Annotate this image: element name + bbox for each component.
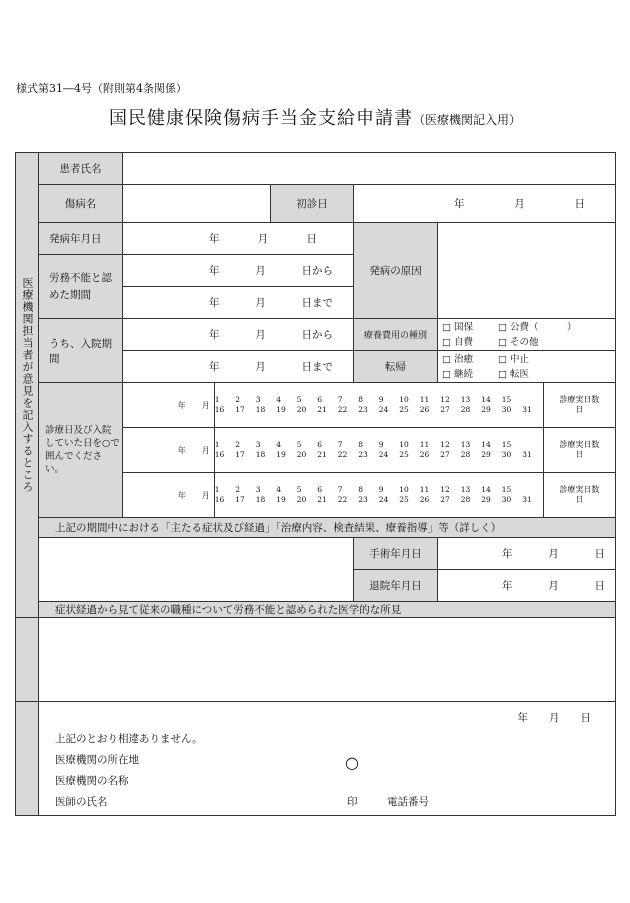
- visit-days-note: 診療日及び入院していた日を○で囲んでください。: [39, 383, 123, 518]
- day-number[interactable]: 27: [440, 495, 450, 504]
- day-number[interactable]: 30: [501, 495, 512, 504]
- day-number[interactable]: 14: [481, 485, 491, 494]
- actual-days-1[interactable]: 診療実日数 日: [543, 383, 615, 427]
- day-number[interactable]: 10: [399, 395, 409, 404]
- incapacity-to[interactable]: 年 月 日まで: [123, 287, 354, 319]
- day-number[interactable]: 17: [235, 450, 245, 459]
- day-number[interactable]: 13: [460, 440, 471, 449]
- day-number[interactable]: 13: [460, 485, 471, 494]
- day-number[interactable]: 27: [440, 405, 450, 414]
- day-number[interactable]: 22: [337, 450, 348, 459]
- day-number[interactable]: 28: [460, 405, 471, 414]
- day-number[interactable]: 6: [317, 485, 323, 494]
- day-number[interactable]: 20: [296, 450, 307, 459]
- day-number[interactable]: 7: [337, 440, 343, 449]
- discharge-date-field[interactable]: 年 月 日: [438, 570, 616, 602]
- day-number[interactable]: 11: [419, 395, 430, 404]
- day-number[interactable]: 25: [399, 495, 409, 504]
- day-number[interactable]: 19: [276, 405, 286, 414]
- day-number[interactable]: 13: [460, 395, 471, 404]
- day-number[interactable]: 21: [317, 450, 327, 459]
- day-number[interactable]: 11: [419, 485, 430, 494]
- day-number[interactable]: 25: [399, 405, 409, 414]
- day-number[interactable]: 23: [358, 405, 368, 414]
- day-number[interactable]: 31: [522, 495, 532, 504]
- day-number[interactable]: 1: [214, 395, 220, 404]
- day-number[interactable]: 2: [235, 485, 241, 494]
- day-number[interactable]: 9: [378, 395, 384, 404]
- surgery-date-label: 手術年月日: [354, 538, 438, 570]
- incapacity-from[interactable]: 年 月 日から: [123, 255, 354, 287]
- day-number[interactable]: 30: [501, 405, 512, 414]
- title-note: （医療機関記入用）: [412, 113, 521, 127]
- day-number[interactable]: 7: [337, 395, 343, 404]
- day-number[interactable]: 10: [399, 440, 409, 449]
- day-number[interactable]: 20: [296, 495, 307, 504]
- day-number[interactable]: 5: [296, 440, 302, 449]
- day-grid-3[interactable]: [214, 473, 543, 517]
- day-number[interactable]: 30: [501, 450, 512, 459]
- patient-name-label: 患者氏名: [39, 153, 123, 185]
- title-main: 国民健康保険傷病手当金支給申請書: [108, 108, 413, 129]
- day-number[interactable]: 19: [276, 495, 286, 504]
- footer-address-label: 医療機関の所在地: [55, 754, 139, 766]
- day-number[interactable]: 16: [214, 405, 225, 414]
- month-2[interactable]: 年 月: [177, 445, 210, 455]
- symptoms-header: 上記の期間中における「主たる症状及び経過」「治療内容、検査結果、療養指導」等（詳しく）: [39, 518, 616, 538]
- side-label: 医療機関担当者が意見を記入するところ: [16, 153, 39, 618]
- day-number[interactable]: 5: [296, 395, 302, 404]
- side-label-cont2: [16, 702, 39, 816]
- day-number[interactable]: 31: [522, 450, 532, 459]
- surgery-date-field[interactable]: 年 月 日: [438, 538, 616, 570]
- form-number: 様式第31―4号（附則第4条関係）: [16, 82, 187, 95]
- cause-label: 発病の原因: [354, 223, 438, 319]
- day-number[interactable]: 18: [255, 495, 266, 504]
- signature-block: [39, 702, 616, 816]
- disease-name-field[interactable]: [123, 185, 271, 223]
- seal-label: 印: [347, 796, 358, 808]
- discharge-date-label: 退院年月日: [354, 570, 438, 602]
- day-grid-2[interactable]: [214, 428, 543, 472]
- day-number[interactable]: 22: [337, 405, 348, 414]
- day-number[interactable]: 16: [214, 495, 225, 504]
- day-number[interactable]: 3: [255, 395, 261, 404]
- day-number[interactable]: 24: [378, 405, 389, 414]
- day-number[interactable]: 1: [214, 485, 220, 494]
- day-number[interactable]: 8: [358, 440, 364, 449]
- expense-options[interactable]: □ 国保 □ 公費（ ） □ 自費 □ その他: [438, 319, 616, 351]
- day-number[interactable]: 29: [481, 495, 491, 504]
- outcome-label: 転帰: [354, 351, 438, 383]
- day-number[interactable]: 16: [214, 450, 225, 459]
- day-number[interactable]: 12: [440, 395, 450, 404]
- day-number[interactable]: 9: [378, 440, 384, 449]
- hospital-to[interactable]: 年 月 日まで: [123, 351, 354, 383]
- day-number[interactable]: 22: [337, 495, 348, 504]
- day-number[interactable]: 5: [296, 485, 302, 494]
- hospitalization-label: うち、入院期間: [39, 319, 123, 383]
- day-number[interactable]: 6: [317, 395, 323, 404]
- day-number[interactable]: 15: [501, 395, 512, 404]
- day-number[interactable]: 17: [235, 405, 245, 414]
- first-visit-field[interactable]: 年 月 日: [354, 185, 616, 223]
- hospital-from[interactable]: 年 月 日から: [123, 319, 354, 351]
- day-number[interactable]: 2: [235, 395, 241, 404]
- day-number[interactable]: 21: [317, 405, 327, 414]
- day-number[interactable]: 18: [255, 405, 266, 414]
- cause-field[interactable]: [438, 223, 616, 319]
- symptoms-field[interactable]: [39, 538, 354, 602]
- opinion-field[interactable]: [39, 618, 616, 702]
- day-number[interactable]: 19: [276, 450, 286, 459]
- expense-type-label: 療養費用の種別: [354, 319, 438, 351]
- footer-institution-label: 医療機関の名称: [55, 775, 129, 787]
- day-number[interactable]: 2: [235, 440, 241, 449]
- application-form: [15, 152, 616, 816]
- onset-date-label: 発病年月日: [39, 223, 123, 255]
- day-number[interactable]: 28: [460, 450, 471, 459]
- day-number[interactable]: 15: [501, 440, 512, 449]
- day-number[interactable]: 4: [276, 395, 282, 404]
- actual-days-2[interactable]: 診療実日数 日: [543, 428, 615, 472]
- onset-date-field[interactable]: 年 月 日: [123, 223, 354, 255]
- day-number[interactable]: 4: [276, 485, 282, 494]
- day-number[interactable]: 12: [440, 485, 450, 494]
- footer-statement: 上記のとおり相違ありません。: [55, 733, 203, 745]
- month-3[interactable]: 年 月: [177, 490, 210, 500]
- day-number[interactable]: 24: [378, 450, 389, 459]
- page-title: [0, 104, 630, 130]
- opinion-header: 症状経過から見て従来の職種について労務不能と認められた医学的な所見: [39, 602, 616, 618]
- day-number[interactable]: 12: [440, 440, 450, 449]
- day-number[interactable]: 29: [481, 450, 491, 459]
- day-number[interactable]: 11: [419, 440, 430, 449]
- day-number[interactable]: 14: [481, 440, 491, 449]
- first-visit-label: 初診日: [271, 185, 354, 223]
- patient-name-field[interactable]: [123, 153, 616, 185]
- day-number[interactable]: 21: [317, 495, 327, 504]
- outcome-options[interactable]: □ 治癒 □ 中止 □ 継続 □ 転医: [438, 351, 616, 383]
- day-number[interactable]: 25: [399, 450, 409, 459]
- footer-date: 年 月 日: [517, 712, 591, 724]
- day-number[interactable]: 17: [235, 495, 245, 504]
- disease-name-label: 傷病名: [39, 185, 123, 223]
- footer-doctor-label: 医師の氏名: [55, 796, 108, 808]
- day-grid-1[interactable]: [214, 383, 543, 427]
- day-number[interactable]: 4: [276, 440, 282, 449]
- day-number[interactable]: 31: [522, 405, 532, 414]
- day-number[interactable]: 10: [399, 485, 409, 494]
- day-number[interactable]: 7: [337, 485, 343, 494]
- day-number[interactable]: 27: [440, 450, 450, 459]
- phone-label: 電話番号: [387, 796, 429, 808]
- work-incapacity-label: 労務不能と認めた期間: [39, 255, 123, 319]
- day-number[interactable]: 20: [296, 405, 307, 414]
- day-number[interactable]: 3: [255, 485, 261, 494]
- seal-circle: ○: [345, 753, 359, 772]
- day-number[interactable]: 26: [419, 450, 430, 459]
- day-number[interactable]: 6: [317, 440, 323, 449]
- day-number[interactable]: 24: [378, 495, 389, 504]
- day-number[interactable]: 1: [214, 440, 220, 449]
- day-number[interactable]: 3: [255, 440, 261, 449]
- month-1[interactable]: 年 月: [177, 400, 210, 410]
- day-number[interactable]: 14: [481, 395, 491, 404]
- day-number[interactable]: 29: [481, 405, 491, 414]
- day-number[interactable]: 26: [419, 405, 430, 414]
- day-number[interactable]: 23: [358, 450, 368, 459]
- day-number[interactable]: 15: [501, 485, 512, 494]
- day-number[interactable]: 28: [460, 495, 471, 504]
- actual-days-3[interactable]: 診療実日数 日: [543, 473, 615, 517]
- side-label-cont: [16, 618, 39, 702]
- day-number[interactable]: 23: [358, 495, 368, 504]
- day-number[interactable]: 9: [378, 485, 384, 494]
- day-number[interactable]: 18: [255, 450, 266, 459]
- day-number[interactable]: 26: [419, 495, 430, 504]
- day-number[interactable]: 8: [358, 485, 364, 494]
- day-number[interactable]: 8: [358, 395, 364, 404]
